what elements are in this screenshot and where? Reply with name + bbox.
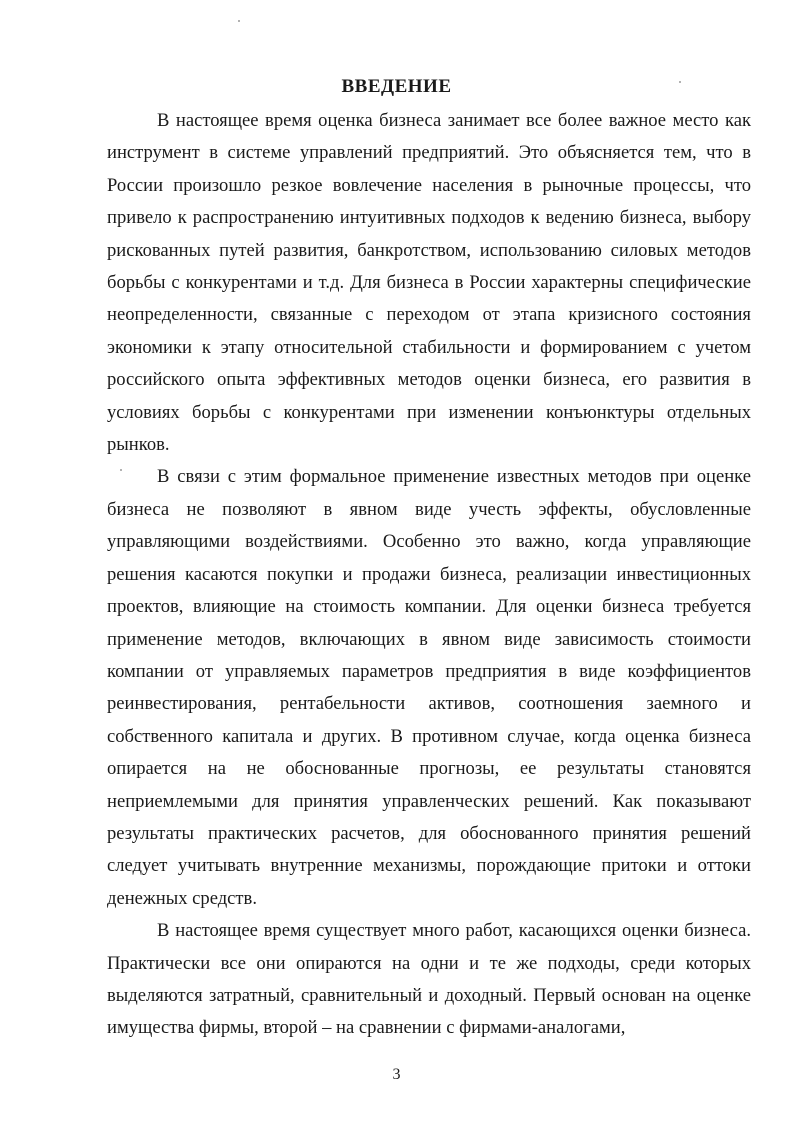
paragraph-2: В связи с этим формальное применение известных методов при оценке бизнеса не позволяют в явном виде учесть эффекты, обусловленные управляющими воздействиями. Особенно это важно, когда управляющие решения касаются покупки и продажи бизнеса, реализации инвестиционных проектов, влияющие на стоимость компании. Для оценки бизнеса требуется применение методов, включающих в явном виде зависимость стоимости компании от управляемых параметров предприятия в виде коэффициентов реинвестирования, рентабельности активов, соотношения заемного и собственного капитала и других. В противном случае, когда оценка бизнеса опирается на не обоснованные прогнозы, ее результаты становятся неприемлемыми для принятия управленческих решений. Как показывают результаты практических расчетов, для обоснованного принятия решений следует учитывать внутренние механизмы, порождающие притоки и оттоки денежных средств.: [107, 466, 751, 909]
paragraph-3: В настоящее время существует много работ, касающихся оценки бизнеса. Практически все они опираются на одни и те же подходы, среди которых выделяются затратный, сравнительный и доходный. Первый основан на оценке имущества фирмы, второй – на сравнении с фирмами-аналогами,: [107, 920, 751, 1039]
scan-speck: [238, 20, 240, 22]
paragraph-1: В настоящее время оценка бизнеса занимает все более важное место как инструмент в системе управлений предприятий. Это объясняется тем, что в России произошло резкое вовлечение населения в рыночные процессы, что привело к распространению интуитивных подходов к ведению бизнеса, выбору рискованных путей развития, банкротством, использованию силовых методов борьбы с конкурентами и т.д. Для бизнеса в России характерны специфические неопределенности, связанные с переходом от этапа кризисного состояния экономики к этапу относительной стабильности и формированием с учетом российского опыта эффективных методов оценки бизнеса, его развития в условиях борьбы с конкурентами при изменении конъюнктуры отдельных рынков.: [107, 110, 751, 456]
page-number: 3: [392, 1066, 401, 1083]
section-title: ВВЕДЕНИЕ: [341, 76, 452, 97]
body-text: [107, 105, 751, 1045]
